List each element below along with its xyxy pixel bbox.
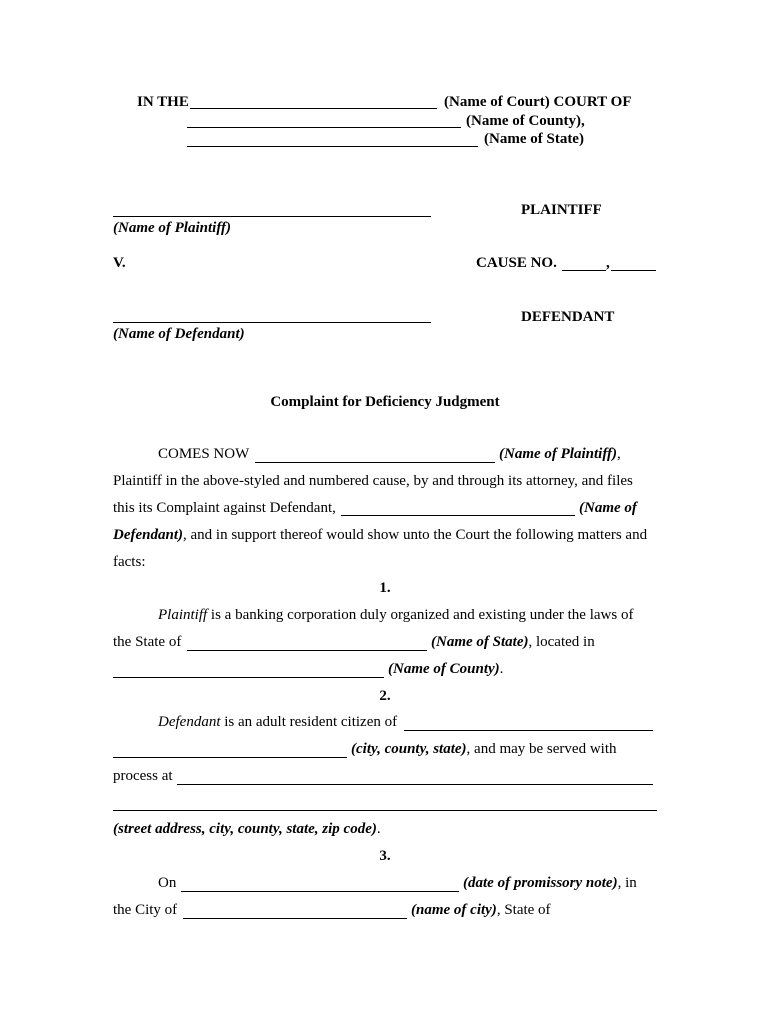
intro-defendant-label-a: (Name of — [579, 500, 637, 516]
section-2-city-county-state: (city, county, state) — [351, 741, 467, 757]
intro-plaintiff-blank[interactable] — [255, 462, 495, 463]
section-3-city-of: the City of — [113, 902, 178, 918]
cause-no-blank-1[interactable] — [562, 270, 606, 271]
county-blank[interactable] — [187, 127, 461, 128]
section-3-city-blank[interactable] — [183, 918, 407, 919]
intro-plaintiff-label: (Name of Plaintiff) — [499, 446, 618, 462]
section-2-period: . — [376, 821, 381, 837]
cause-no-label: CAUSE NO. — [476, 255, 557, 271]
section-2-defendant: Defendant — [158, 714, 221, 730]
intro-defendant-blank[interactable] — [341, 515, 575, 516]
section-2-residence-blank-1[interactable] — [404, 730, 653, 731]
section-3-on: On — [158, 875, 177, 891]
section-2-residence-blank-2[interactable] — [113, 757, 347, 758]
court-name-blank[interactable] — [190, 108, 437, 109]
section-3-date-blank[interactable] — [181, 891, 459, 892]
plaintiff-role: PLAINTIFF — [521, 202, 602, 218]
intro-defendant-label-b: Defendant) — [113, 527, 183, 543]
court-label: (Name of Court) COURT OF — [444, 94, 632, 110]
section-1-number: 1. — [379, 580, 391, 596]
section-2-address-blank-1[interactable] — [177, 784, 653, 785]
intro-line-2: Plaintiff in the above-styled and numbered cause, by and through its attorney, and files — [113, 473, 633, 489]
cause-no-comma: , — [606, 255, 610, 271]
plaintiff-name-blank[interactable] — [113, 216, 431, 217]
plaintiff-name-label: (Name of Plaintiff) — [113, 220, 232, 236]
court-prefix: IN THE — [137, 94, 189, 110]
section-1-plaintiff: Plaintiff — [158, 607, 208, 623]
section-1-line-1: is a banking corporation duly organized and existing under the laws of — [207, 607, 634, 623]
section-2-served-with: , and may be served with — [466, 741, 617, 757]
section-3-city-label: (name of city) — [411, 902, 497, 918]
section-3-state-of: , State of — [496, 902, 551, 918]
defendant-name-blank[interactable] — [113, 322, 431, 323]
section-1-county-blank[interactable] — [113, 677, 384, 678]
section-1-located-in: , located in — [528, 634, 595, 650]
section-2-number: 2. — [379, 688, 391, 704]
state-label: (Name of State) — [484, 131, 584, 147]
intro-line-3a: this its Complaint against Defendant, — [113, 500, 336, 516]
section-2-process-at: process at — [113, 768, 173, 784]
section-2-address-label: (street address, city, county, state, zip code) — [113, 821, 377, 837]
cause-no-blank-2[interactable] — [611, 270, 656, 271]
state-blank[interactable] — [187, 146, 478, 147]
comes-now: COMES NOW — [158, 446, 250, 462]
document-title: Complaint for Deficiency Judgment — [270, 394, 500, 410]
section-1-county-label: (Name of County) — [388, 661, 500, 677]
intro-comma: , — [617, 446, 621, 462]
county-label: (Name of County), — [466, 113, 585, 129]
section-2-address-blank-2[interactable] — [113, 810, 657, 811]
section-1-period: . — [499, 661, 504, 677]
intro-line-4: , and in support thereof would show unto the Court the following matters and — [183, 527, 648, 543]
defendant-name-label: (Name of Defendant) — [113, 326, 245, 342]
section-1-state-blank[interactable] — [187, 650, 427, 651]
defendant-role: DEFENDANT — [521, 309, 615, 325]
intro-line-5: facts: — [113, 554, 146, 570]
section-1-state-of: the State of — [113, 634, 182, 650]
section-3-number: 3. — [379, 848, 391, 864]
section-2-line-1: is an adult resident citizen of — [220, 714, 398, 730]
versus: V. — [113, 255, 126, 271]
section-1-state-label: (Name of State) — [431, 634, 529, 650]
section-3-in: , in — [617, 875, 637, 891]
section-3-date-label: (date of promissory note) — [463, 875, 618, 891]
